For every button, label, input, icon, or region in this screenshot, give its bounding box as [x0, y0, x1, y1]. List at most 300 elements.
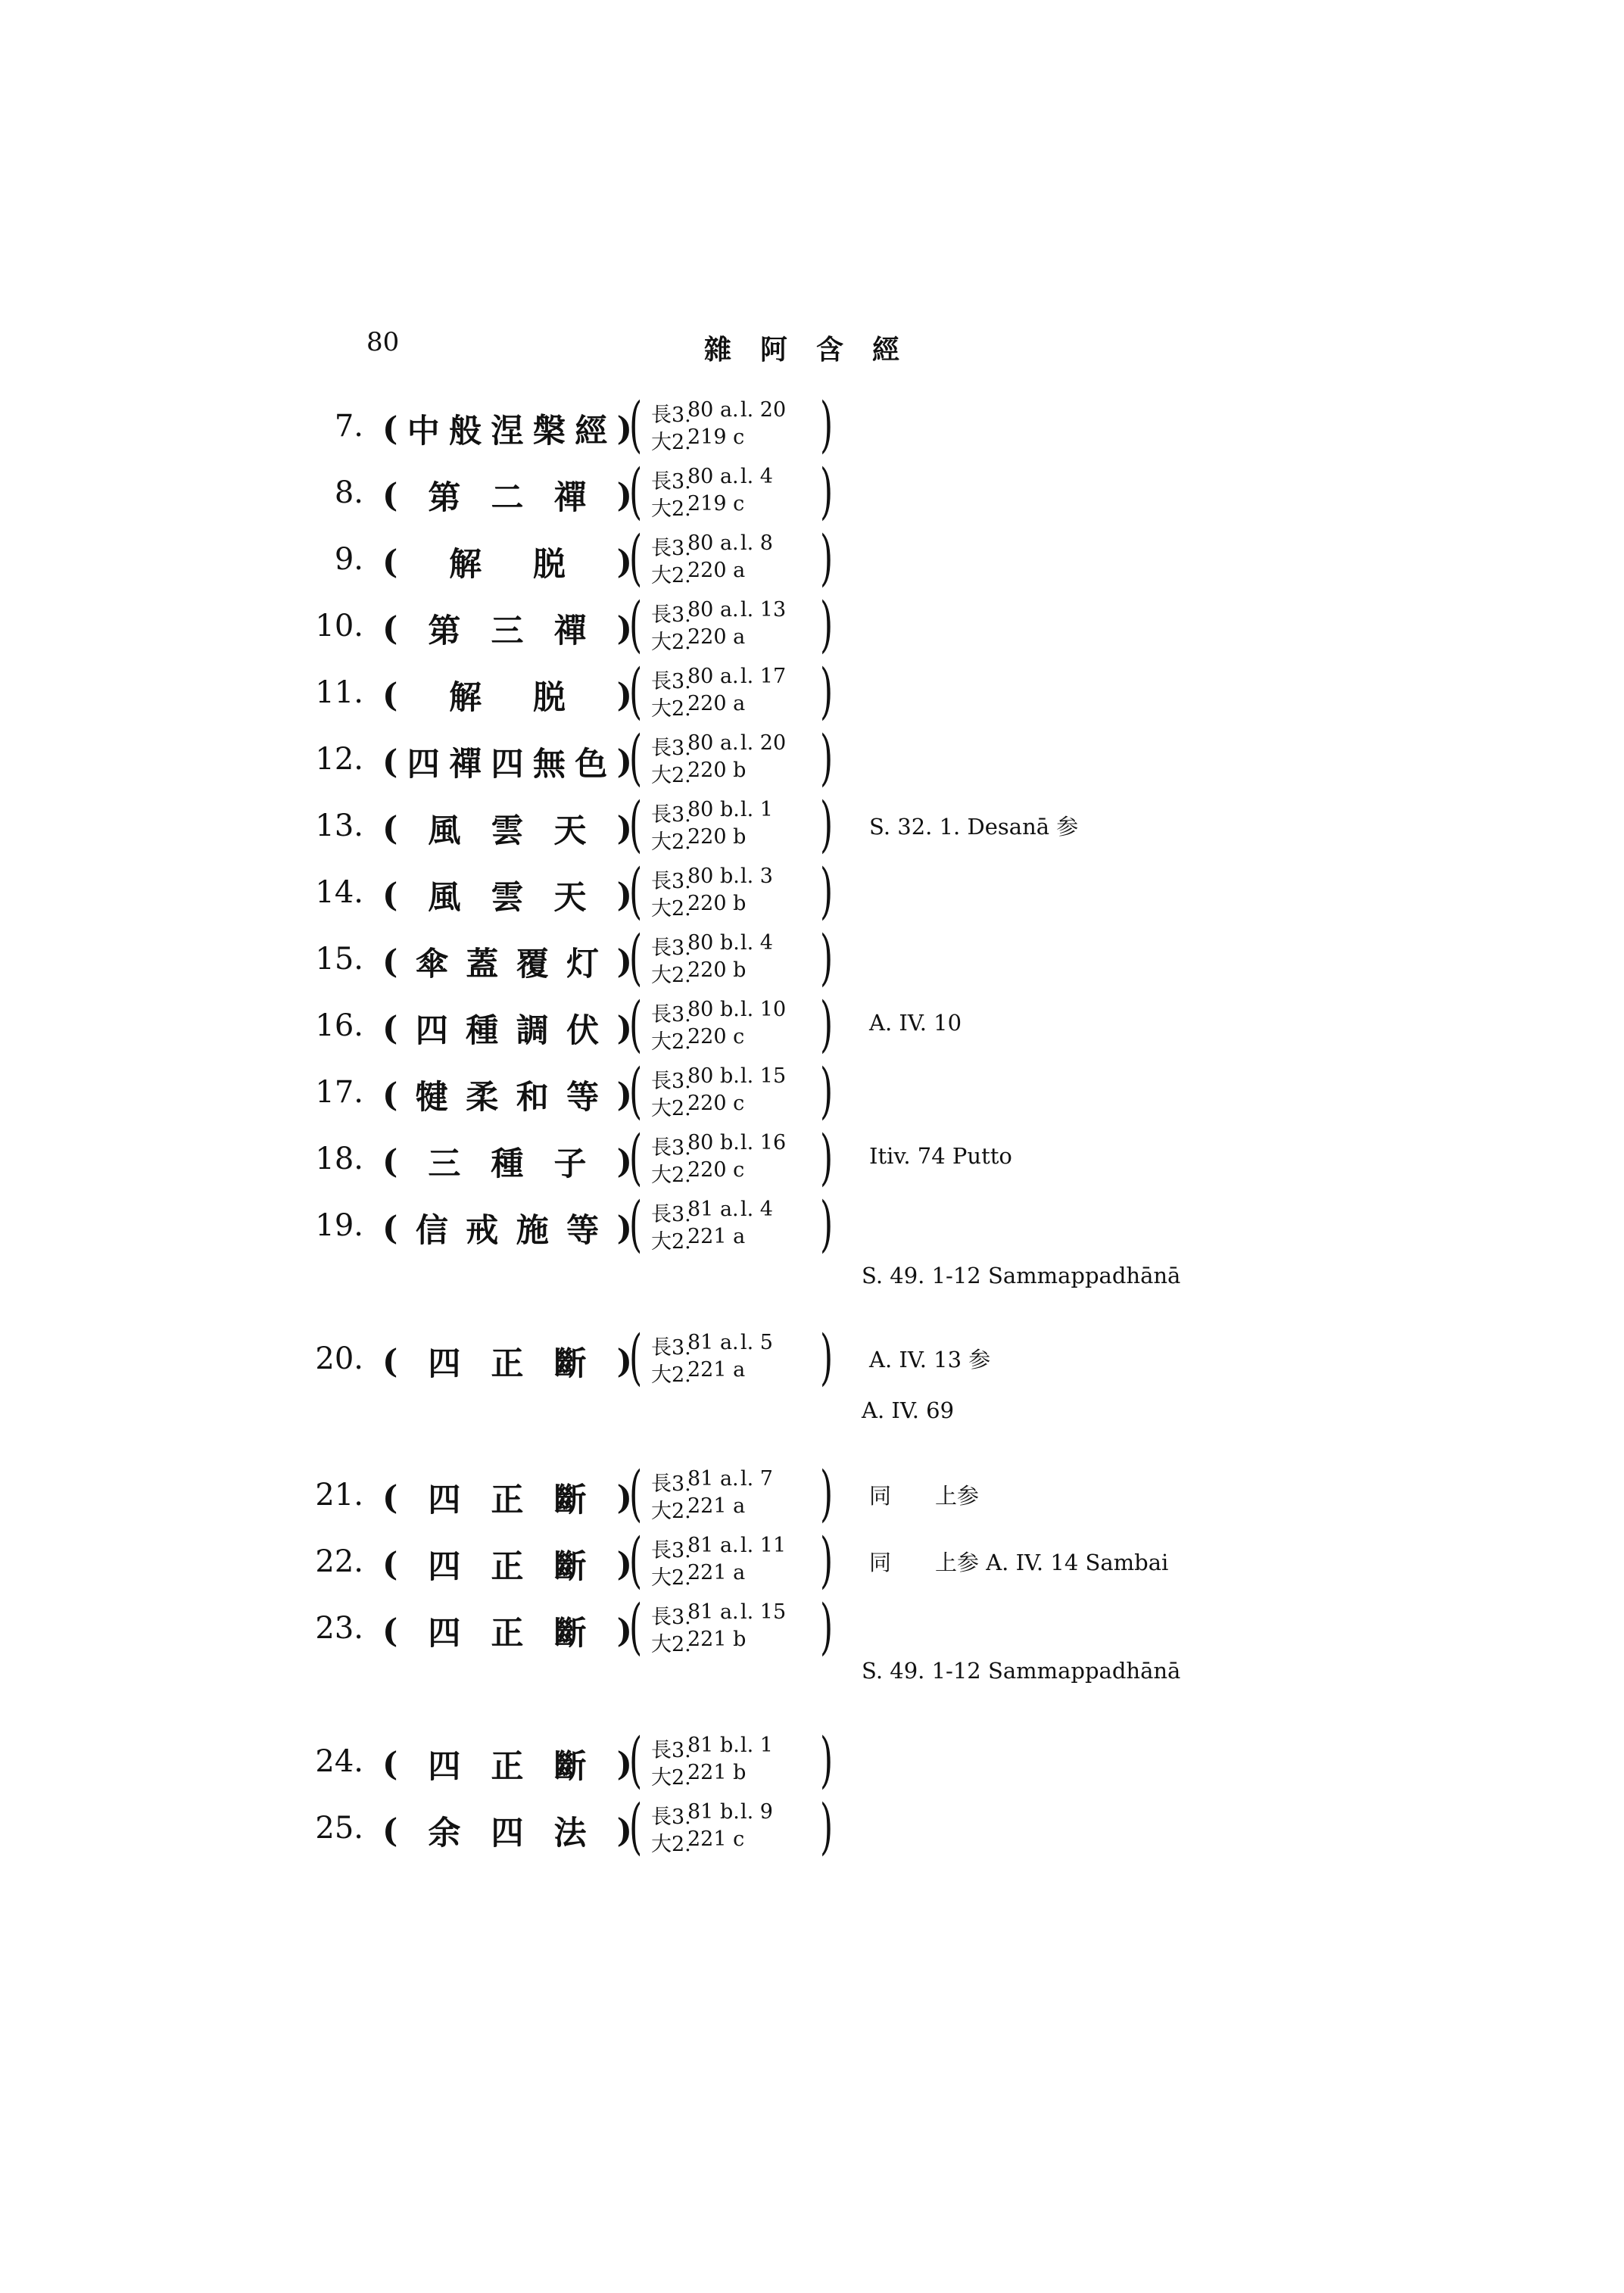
title-character: 四 — [407, 746, 440, 784]
reference-page-2: 221 a — [687, 1561, 746, 1584]
canon-reference — [629, 589, 839, 660]
reference-line: l. 3 — [740, 865, 773, 888]
reference-edition-1: 長3. — [651, 737, 691, 760]
reference-page-1: 81 a. — [687, 1331, 739, 1354]
title-open-paren: ( — [382, 1076, 398, 1114]
title-open-paren: ( — [382, 1545, 398, 1584]
canon-reference — [629, 1189, 839, 1260]
reference-page-1: 80 a. — [687, 731, 739, 755]
reference-page-1: 81 a. — [687, 1467, 739, 1491]
reference-edition-1: 長3. — [651, 1070, 691, 1093]
reference-close-brace: ) — [820, 1525, 834, 1595]
title-open-paren: ( — [382, 1009, 398, 1048]
reference-page-1: 81 a. — [687, 1534, 739, 1557]
reference-line: l. 7 — [740, 1467, 773, 1491]
sutra-entry — [0, 722, 1624, 793]
sutra-title — [382, 1808, 632, 1854]
title-character: 禪 — [553, 479, 587, 517]
sutra-entry — [0, 456, 1624, 527]
reference-close-brace: ) — [820, 522, 834, 593]
title-character: 調 — [516, 1012, 549, 1050]
entry-number: 15. — [315, 942, 363, 977]
canon-reference — [629, 922, 839, 993]
sutra-entry — [0, 1122, 1624, 1193]
reference-page-1: 81 b. — [687, 1800, 740, 1824]
reference-open-brace: ( — [629, 522, 643, 593]
reference-open-brace: ( — [629, 1591, 643, 1662]
reference-edition-2: 大2. — [651, 964, 691, 987]
title-character: 風 — [428, 812, 461, 850]
reference-edition-1: 長3. — [651, 537, 691, 560]
title-character: 天 — [553, 812, 587, 850]
reference-line: l. 9 — [740, 1800, 773, 1824]
sutra-title — [382, 472, 632, 519]
reference-edition-1: 長3. — [651, 670, 691, 693]
title-character: 般 — [449, 413, 482, 450]
title-character: 經 — [575, 413, 608, 450]
title-character: 子 — [553, 1145, 587, 1183]
title-open-paren: ( — [382, 1478, 398, 1517]
canon-reference — [629, 1791, 839, 1862]
reference-close-brace: ) — [820, 589, 834, 659]
title-open-paren: ( — [382, 410, 398, 448]
cross-reference-note: S. 49. 1-12 Sammappadhānā — [862, 1658, 1181, 1684]
reference-open-brace: ( — [629, 1525, 643, 1595]
title-character: 二 — [491, 479, 524, 517]
title-open-paren: ( — [382, 476, 398, 515]
title-character: 第 — [428, 479, 461, 517]
reference-edition-1: 長3. — [651, 936, 691, 960]
title-character: 和 — [516, 1079, 549, 1117]
reference-line: l. 4 — [740, 931, 773, 955]
reference-page-2: 220 b — [687, 759, 747, 782]
reference-open-brace: ( — [629, 589, 643, 659]
reference-page-2: 220 b — [687, 958, 747, 982]
reference-edition-1: 長3. — [651, 403, 691, 427]
reference-line: l. 15 — [740, 1064, 787, 1088]
reference-line: l. 10 — [740, 998, 787, 1021]
title-character: 斷 — [553, 1481, 587, 1519]
reference-page-2: 220 a — [687, 625, 746, 649]
sutra-title — [382, 1005, 632, 1051]
title-character: 禪 — [449, 746, 482, 784]
reference-edition-1: 長3. — [651, 803, 691, 827]
title-close-paren: ) — [616, 1812, 632, 1850]
title-character: 中 — [407, 413, 440, 450]
title-character: 脱 — [532, 546, 566, 584]
reference-edition-2: 大2. — [651, 1633, 691, 1656]
canon-reference — [629, 1525, 839, 1596]
title-character: 第 — [428, 612, 461, 650]
reference-edition-2: 大2. — [651, 564, 691, 587]
entry-number: 8. — [334, 475, 363, 510]
sutra-entry — [0, 1189, 1624, 1260]
title-open-paren: ( — [382, 1612, 398, 1650]
entry-number: 22. — [315, 1544, 363, 1579]
title-close-paren: ) — [616, 1745, 632, 1784]
reference-close-brace: ) — [820, 989, 834, 1059]
reference-open-brace: ( — [629, 389, 643, 460]
title-character: 法 — [553, 1815, 587, 1852]
reference-line: l. 20 — [740, 398, 787, 422]
cross-reference-note: A. IV. 13 参 — [869, 1347, 991, 1372]
title-open-paren: ( — [382, 1209, 398, 1248]
title-close-paren: ) — [616, 1076, 632, 1114]
sutra-title — [382, 672, 632, 718]
reference-edition-1: 長3. — [651, 1203, 691, 1226]
canon-reference — [629, 722, 839, 793]
sutra-title — [382, 872, 632, 918]
reference-close-brace: ) — [820, 722, 834, 793]
sutra-entry — [0, 1458, 1624, 1529]
reference-edition-2: 大2. — [651, 897, 691, 921]
reference-page-1: 80 a. — [687, 531, 739, 555]
title-character: 四 — [428, 1481, 461, 1519]
title-character: 槃 — [532, 413, 566, 450]
reference-edition-2: 大2. — [651, 497, 691, 521]
canon-reference — [629, 1122, 839, 1193]
title-character: 種 — [466, 1012, 499, 1050]
title-open-paren: ( — [382, 809, 398, 848]
title-close-paren: ) — [616, 942, 632, 981]
reference-close-brace: ) — [820, 389, 834, 460]
title-close-paren: ) — [616, 543, 632, 581]
sutra-entry — [0, 1724, 1624, 1796]
reference-page-1: 80 b. — [687, 931, 740, 955]
reference-edition-2: 大2. — [651, 1566, 691, 1590]
title-open-paren: ( — [382, 1142, 398, 1181]
reference-open-brace: ( — [629, 656, 643, 726]
title-close-paren: ) — [616, 1142, 632, 1181]
reference-edition-2: 大2. — [651, 631, 691, 654]
sutra-title — [382, 1338, 632, 1385]
sutra-title — [382, 1139, 632, 1185]
reference-edition-1: 長3. — [651, 1606, 691, 1629]
title-character: 灯 — [566, 946, 600, 983]
running-title: 雜阿含經 — [704, 334, 929, 366]
reference-close-brace: ) — [820, 855, 834, 926]
reference-close-brace: ) — [820, 1122, 834, 1192]
title-character: 三 — [428, 1145, 461, 1183]
reference-edition-2: 大2. — [651, 1833, 691, 1856]
reference-page-2: 221 b — [687, 1628, 747, 1651]
sutra-entry — [0, 656, 1624, 727]
title-open-paren: ( — [382, 1342, 398, 1381]
reference-line: l. 4 — [740, 465, 773, 488]
reference-close-brace: ) — [820, 1458, 834, 1528]
title-open-paren: ( — [382, 676, 398, 715]
title-open-paren: ( — [382, 876, 398, 914]
title-character: 斷 — [553, 1748, 587, 1786]
reference-edition-2: 大2. — [651, 431, 691, 454]
title-character: 脱 — [532, 679, 566, 717]
title-character: 解 — [449, 546, 482, 584]
sutra-entry — [0, 1055, 1624, 1126]
title-character: 覆 — [516, 946, 549, 983]
title-character: 四 — [428, 1345, 461, 1383]
canon-reference — [629, 855, 839, 927]
cross-reference-note: S. 49. 1-12 Sammappadhānā — [862, 1263, 1181, 1288]
reference-open-brace: ( — [629, 456, 643, 526]
reference-edition-2: 大2. — [651, 1230, 691, 1254]
reference-page-2: 221 b — [687, 1761, 747, 1784]
reference-open-brace: ( — [629, 1791, 643, 1862]
title-character: 天 — [553, 879, 587, 917]
title-character: 雲 — [491, 812, 524, 850]
sutra-title — [382, 1205, 632, 1251]
reference-page-2: 219 c — [687, 492, 745, 516]
title-character: 正 — [491, 1548, 524, 1586]
title-character: 信 — [415, 1212, 448, 1250]
sutra-entry — [0, 922, 1624, 993]
canon-reference — [629, 522, 839, 594]
sutra-entry — [0, 389, 1624, 460]
canon-reference — [629, 1591, 839, 1662]
sutra-title — [382, 1541, 632, 1587]
title-character: 正 — [491, 1615, 524, 1653]
title-character: 禪 — [553, 612, 587, 650]
reference-close-brace: ) — [820, 1791, 834, 1862]
canon-reference — [629, 389, 839, 460]
sutra-entry — [0, 1591, 1624, 1662]
reference-open-brace: ( — [629, 1122, 643, 1192]
entry-number: 10. — [315, 609, 363, 643]
title-character: 犍 — [415, 1079, 448, 1117]
title-close-paren: ) — [616, 1209, 632, 1248]
reference-close-brace: ) — [820, 1724, 834, 1795]
reference-line: l. 1 — [740, 798, 773, 821]
sutra-title — [382, 1475, 632, 1521]
entry-number: 25. — [315, 1811, 363, 1846]
reference-page-1: 81 a. — [687, 1600, 739, 1624]
title-open-paren: ( — [382, 743, 398, 781]
reference-line: l. 11 — [740, 1534, 787, 1557]
title-character: 涅 — [491, 413, 524, 450]
reference-close-brace: ) — [820, 1189, 834, 1259]
reference-edition-2: 大2. — [651, 697, 691, 721]
reference-close-brace: ) — [820, 656, 834, 726]
reference-edition-2: 大2. — [651, 764, 691, 787]
reference-line: l. 15 — [740, 1600, 787, 1624]
entry-number: 23. — [315, 1611, 363, 1646]
reference-page-1: 81 a. — [687, 1198, 739, 1221]
sutra-title — [382, 1072, 632, 1118]
title-open-paren: ( — [382, 1812, 398, 1850]
sutra-title — [382, 406, 632, 452]
canon-reference — [629, 789, 839, 860]
title-open-paren: ( — [382, 942, 398, 981]
sutra-title — [382, 1608, 632, 1654]
entry-number: 12. — [315, 742, 363, 777]
title-character: 戒 — [466, 1212, 499, 1250]
reference-page-1: 80 b. — [687, 865, 740, 888]
entry-number: 19. — [315, 1208, 363, 1243]
title-character: 無 — [532, 746, 566, 784]
title-character: 伏 — [566, 1012, 600, 1050]
reference-edition-1: 長3. — [651, 1472, 691, 1496]
entry-number: 24. — [315, 1744, 363, 1779]
title-character: 斷 — [553, 1345, 587, 1383]
reference-close-brace: ) — [820, 789, 834, 859]
sutra-title — [382, 939, 632, 985]
title-character: 四 — [415, 1012, 448, 1050]
title-close-paren: ) — [616, 676, 632, 715]
entry-number: 13. — [315, 808, 363, 843]
title-character: 蓋 — [466, 946, 499, 983]
entry-number: 9. — [334, 542, 363, 577]
reference-edition-2: 大2. — [651, 1097, 691, 1120]
title-open-paren: ( — [382, 1745, 398, 1784]
reference-edition-1: 長3. — [651, 870, 691, 893]
reference-close-brace: ) — [820, 922, 834, 992]
reference-close-brace: ) — [820, 456, 834, 526]
reference-edition-1: 長3. — [651, 1136, 691, 1160]
title-character: 正 — [491, 1748, 524, 1786]
title-character: 種 — [491, 1145, 524, 1183]
title-character: 四 — [428, 1615, 461, 1653]
reference-line: l. 17 — [740, 665, 787, 688]
reference-page-1: 80 b. — [687, 998, 740, 1021]
title-character: 四 — [491, 1815, 524, 1852]
sutra-title — [382, 606, 632, 652]
reference-edition-1: 長3. — [651, 1336, 691, 1360]
title-close-paren: ) — [616, 876, 632, 914]
title-character: 傘 — [415, 946, 448, 983]
reference-edition-2: 大2. — [651, 1500, 691, 1523]
reference-edition-1: 長3. — [651, 470, 691, 494]
sutra-entry — [0, 589, 1624, 660]
cross-reference-note: Itiv. 74 Putto — [869, 1143, 1012, 1169]
reference-line: l. 4 — [740, 1198, 773, 1221]
reference-open-brace: ( — [629, 855, 643, 926]
title-character: 正 — [491, 1481, 524, 1519]
title-close-paren: ) — [616, 1009, 632, 1048]
title-character: 等 — [566, 1079, 600, 1117]
page-number: 80 — [366, 327, 400, 357]
cross-reference-note: A. IV. 10 — [869, 1010, 962, 1036]
reference-line: l. 16 — [740, 1131, 787, 1154]
cross-reference-note: S. 32. 1. Desanā 参 — [869, 814, 1079, 840]
reference-open-brace: ( — [629, 989, 643, 1059]
title-character: 四 — [428, 1548, 461, 1586]
reference-open-brace: ( — [629, 789, 643, 859]
sutra-title — [382, 539, 632, 585]
entry-number: 17. — [315, 1075, 363, 1110]
reference-page-2: 220 b — [687, 892, 747, 915]
reference-page-1: 81 b. — [687, 1734, 740, 1757]
title-character: 三 — [491, 612, 524, 650]
reference-page-2: 221 a — [687, 1358, 746, 1382]
reference-page-1: 80 a. — [687, 398, 739, 422]
canon-reference — [629, 656, 839, 727]
sutra-entry — [0, 789, 1624, 860]
title-character: 正 — [491, 1345, 524, 1383]
reference-edition-1: 長3. — [651, 1739, 691, 1762]
reference-edition-2: 大2. — [651, 830, 691, 854]
reference-edition-1: 長3. — [651, 1539, 691, 1562]
title-close-paren: ) — [616, 476, 632, 515]
reference-page-2: 220 b — [687, 825, 747, 849]
title-close-paren: ) — [616, 1612, 632, 1650]
title-close-paren: ) — [616, 1545, 632, 1584]
sutra-entry — [0, 1791, 1624, 1862]
title-close-paren: ) — [616, 743, 632, 781]
title-close-paren: ) — [616, 1478, 632, 1517]
entry-number: 21. — [315, 1478, 363, 1513]
reference-edition-2: 大2. — [651, 1030, 691, 1054]
reference-edition-2: 大2. — [651, 1164, 691, 1187]
reference-line: l. 1 — [740, 1734, 773, 1757]
reference-open-brace: ( — [629, 1322, 643, 1392]
reference-page-2: 221 a — [687, 1225, 746, 1248]
reference-open-brace: ( — [629, 1724, 643, 1795]
title-character: 風 — [428, 879, 461, 917]
canon-reference — [629, 1322, 839, 1393]
reference-page-2: 220 a — [687, 559, 746, 582]
reference-page-2: 220 c — [687, 1158, 745, 1182]
reference-open-brace: ( — [629, 1189, 643, 1259]
reference-edition-1: 長3. — [651, 1805, 691, 1829]
reference-page-2: 221 c — [687, 1827, 745, 1851]
reference-edition-1: 長3. — [651, 603, 691, 627]
reference-close-brace: ) — [820, 1322, 834, 1392]
canon-reference — [629, 989, 839, 1060]
reference-edition-2: 大2. — [651, 1363, 691, 1387]
title-character: 余 — [428, 1815, 461, 1852]
reference-close-brace: ) — [820, 1055, 834, 1126]
title-character: 色 — [575, 746, 608, 784]
reference-page-1: 80 a. — [687, 665, 739, 688]
title-character: 雲 — [491, 879, 524, 917]
reference-line: l. 20 — [740, 731, 787, 755]
reference-page-1: 80 b. — [687, 798, 740, 821]
reference-page-2: 220 a — [687, 692, 746, 715]
sutra-entry — [0, 522, 1624, 594]
sutra-title — [382, 739, 632, 785]
canon-reference — [629, 1458, 839, 1529]
entry-number: 20. — [315, 1341, 363, 1376]
title-open-paren: ( — [382, 609, 398, 648]
canon-reference — [629, 1055, 839, 1126]
reference-page-1: 80 b. — [687, 1064, 740, 1088]
reference-open-brace: ( — [629, 1055, 643, 1126]
title-close-paren: ) — [616, 609, 632, 648]
reference-page-2: 220 c — [687, 1092, 745, 1115]
title-character: 等 — [566, 1212, 600, 1250]
entry-number: 11. — [315, 675, 363, 710]
reference-page-2: 221 a — [687, 1494, 746, 1518]
reference-page-2: 220 c — [687, 1025, 745, 1048]
canon-reference — [629, 1724, 839, 1796]
reference-edition-1: 長3. — [651, 1003, 691, 1027]
reference-page-1: 80 b. — [687, 1131, 740, 1154]
sutra-title — [382, 805, 632, 852]
cross-reference-note: A. IV. 69 — [862, 1397, 955, 1423]
cross-reference-note: 同 上参 — [869, 1483, 980, 1509]
title-close-paren: ) — [616, 809, 632, 848]
sutra-entry — [0, 989, 1624, 1060]
title-close-paren: ) — [616, 1342, 632, 1381]
sutra-entry — [0, 855, 1624, 927]
reference-open-brace: ( — [629, 722, 643, 793]
title-character: 斷 — [553, 1548, 587, 1586]
reference-open-brace: ( — [629, 922, 643, 992]
reference-close-brace: ) — [820, 1591, 834, 1662]
title-open-paren: ( — [382, 543, 398, 581]
entry-number: 16. — [315, 1008, 363, 1043]
entry-number: 14. — [315, 875, 363, 910]
reference-page-1: 80 a. — [687, 465, 739, 488]
